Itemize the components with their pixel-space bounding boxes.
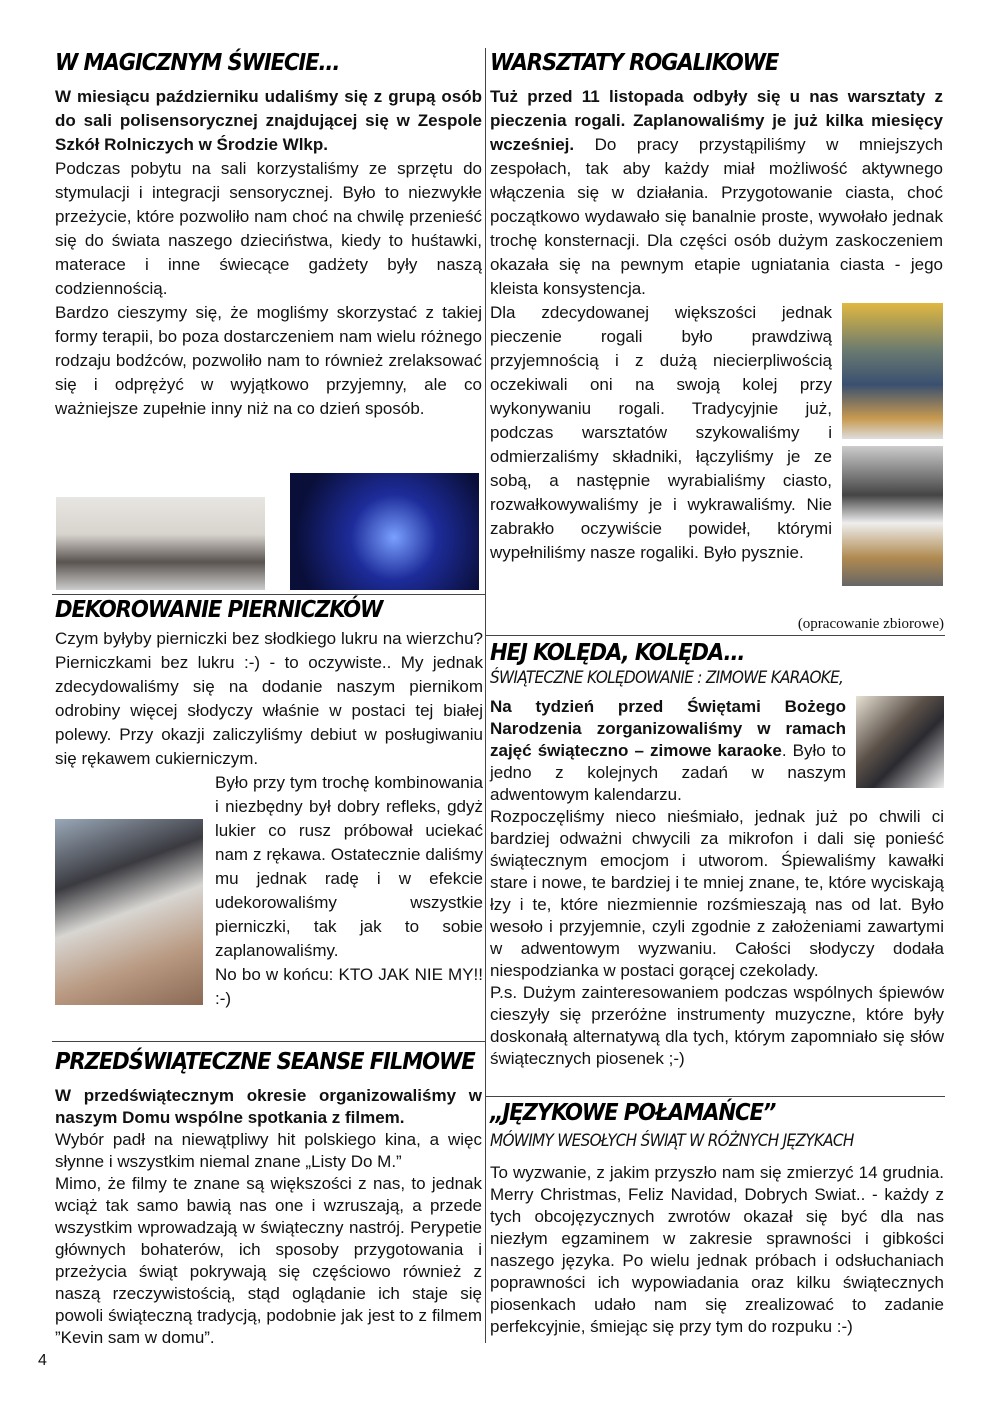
paragraph: Wybór padł na niewątpliwy hit polskiego kina, a więc słynne i wszystkim niemal znane „Listy Do M.”	[55, 1130, 482, 1171]
article-films	[55, 1085, 482, 1349]
lead: W miesiącu październiku udaliśmy się z grupą osób do sali polisensorycznej znajdującej się w Zespole Szkół Rolniczych w Środzie Wlkp.	[55, 87, 482, 154]
paragraph: Bardzo cieszymy się, że mogliśmy skorzystać z takiej formy terapii, bo poza dostarczeniem nam wielu różnego rodzaju bodźców, pozwoliło nam to również zrelaksować się i odprężyć w wyjątkowo przyjemny, ale co ważniejsze zupełnie inny niż na co dzień sposób.	[55, 303, 482, 418]
paragraph: Mimo, że filmy te znane są większości z nas, to jednak wciąż tak samo bawią nas one i wzruszają, a przede wszystkim wprowadzają w świąteczny nastrój. Perypetie głównych bohaterów, ich sposoby przygotowania i przeżycia świąt pokrywają się częściowo również z naszą rzeczywistością, stąd oglądanie ich staje się powoli świąteczną tradycją, podobnie jak jest to z filmem ”Kevin sam w domu”.	[55, 1174, 482, 1347]
paragraph: . Było to jedno z kolejnych zadań w naszym adwentowym kalendarzu.	[490, 741, 847, 804]
section-divider	[52, 1041, 485, 1042]
paragraph: Rozpoczęliśmy nieco nieśmiało, jednak już po chwili ci bardziej odważni chwycili za mikrofon i dali się ponieść świątecznym emocjom i utworom. Śpiewaliśmy kawałki stare i nowe, te bardziej i te mniej znane, te, które wyciskają łzy i te, które niezmiennie rozśmieszają nas od lat. Było wesoło i przyjemnie, czyli zgodnie z założeniami zawartymi w adwentowym wyzwaniu. Całości słodyczy dodała niespodzianka w postaci gorącej czekolady.	[490, 807, 944, 980]
column-divider	[485, 48, 486, 1343]
lead: Tuż przed 11 listopada odbyły się u nas warsztaty z pieczenia rogali. Zaplanowaliśmy je już kilka miesięcy wcześniej.	[490, 87, 943, 154]
section-title: WARSZTATY ROGALIKOWE	[490, 50, 779, 76]
paragraph: To wyzwanie, z jakim przyszło nam się zmierzyć 14 grudnia. Merry Christmas, Feliz Navidad, Dobrych Swiat.. - każdy z tych obcojęzycznych zwrotów okazał się być dla nas niezłym egzaminem w zakresie sprawności i gibkości naszego języka. Po wielu jednak próbach i odsłuchaniach poprawności ich wypowiadania oraz kilku świątecznych piosenkach udało nam się zrealizować to zadanie perfekcyjnie, śmiejąc się przy tym do rozpuku :-)	[490, 1163, 944, 1336]
section-divider	[485, 635, 945, 636]
article-gingerbread	[55, 627, 483, 1011]
section-title: DEKOROWANIE PIERNICZKÓW	[55, 597, 383, 623]
article-carols	[490, 696, 944, 1070]
paragraph: No bo w końcu: KTO JAK NIE MY!! :-)	[215, 965, 483, 1008]
paragraph: Było przy tym trochę kombinowania i niezbędny był dobry refleks, gdyż lukier co rusz próbował uciekać nam z rękawa. Ostatecznie daliśmy mu jednak radę i w efekcie udekorowaliśmy wszystkie pierniczki, tak jak to sobie zaplanowaliśmy.	[215, 773, 483, 960]
section-title: PRZEDŚWIĄTECZNE SEANSE FILMOWE	[55, 1049, 475, 1075]
paragraph: Dla zdecydowanej większości jednak pieczenie rogali było prawdziwą przyjemnością i z dużą niecierpliwością oczekiwali oni na swoją kolej przy wykonywaniu rogali. Tradycyjnie już, podczas warsztatów szykowaliśmy i odmierzaliśmy składniki, łączyliśmy je ze sobą, a następnie wyrabialiśmy ciasto, rozwałkowywaliśmy je i wykrawaliśmy. Nie zabrakło oczywiście powideł, którymi wypełniliśmy nasze rogaliki. Było pysznie.	[490, 303, 832, 562]
karaoke-photo	[856, 696, 944, 788]
icing-photo	[55, 819, 203, 1005]
article-languages	[490, 1162, 944, 1338]
page-number: 4	[38, 1352, 47, 1369]
section-title: HEJ KOLĘDA, KOLĘDA...	[490, 640, 745, 666]
section-divider	[52, 594, 485, 595]
group-photo	[56, 497, 265, 590]
baking-photo-1	[842, 303, 943, 439]
paragraph: P.s. Dużym zainteresowaniem podczas wspólnych śpiewów cieszyły się przeróżne instrumenty muzyczne, które były doskonałą alternatywą dla tych, którym zapomniało się słów świątecznych piosenek ;-)	[490, 983, 944, 1068]
section-subtitle: MÓWIMY WESOŁYCH ŚWIĄT W RÓŻNYCH JĘZYKACH	[490, 1131, 854, 1151]
section-title: W MAGICZNYM ŚWIECIE...	[55, 50, 340, 76]
lead: Na tydzień przed Świętami Bożego Narodzenia zorganizowaliśmy w ramach zajęć świąteczno – zimowe karaoke	[490, 697, 846, 760]
article-magic	[55, 85, 482, 421]
paragraph: Do pracy przystąpiliśmy w mniejszych zespołach, tak aby każdy miał możliwość aktywnego włączenia się w działania. Przygotowanie ciasta, choć początkowo wydawało się banalnie proste, wywołało jednak trochę konsternacji. Dla części osób dużym zaskoczeniem okazała się na pewnym etapie ugniatania ciasta - jego kleista konsystencja.	[490, 135, 943, 298]
baking-photo-2	[842, 446, 943, 586]
paragraph: Czym byłyby pierniczki bez słodkiego lukru na wierzchu? Pierniczkami bez lukru :-) - to oczywiste.. My jednak zdecydowaliśmy się na dodanie naszym piernikom odrobiny więcej słodyczy właśnie w postaci tej białej polewy. Przy okazji zaliczyliśmy debiut w posługiwaniu się rękawem cukierniczym.	[55, 629, 483, 768]
article-croissants	[490, 85, 943, 590]
sensory-room-photo	[290, 473, 479, 590]
credit: (opracowanie zbiorowe)	[797, 616, 944, 632]
lead: W przedświątecznym okresie organizowaliśmy w naszym Domu wspólne spotkania z filmem.	[55, 1086, 482, 1127]
section-subtitle: ŚWIĄTECZNE KOLĘDOWANIE : ZIMOWE KARAOKE,	[490, 668, 844, 688]
paragraph: Podczas pobytu na sali korzystaliśmy ze sprzętu do stymulacji i integracji sensorycznej. Było to niezwykłe przeżycie, które pozwoliło nam choć na chwilę przenieść się do świata naszego dzieciństwa, kiedy to huśtawki, materace i inne świecące gadżety były naszą codziennością.	[55, 159, 482, 298]
section-title: „JĘZYKOWE POŁAMAŃCE”	[490, 1100, 776, 1126]
section-divider	[485, 1096, 945, 1097]
